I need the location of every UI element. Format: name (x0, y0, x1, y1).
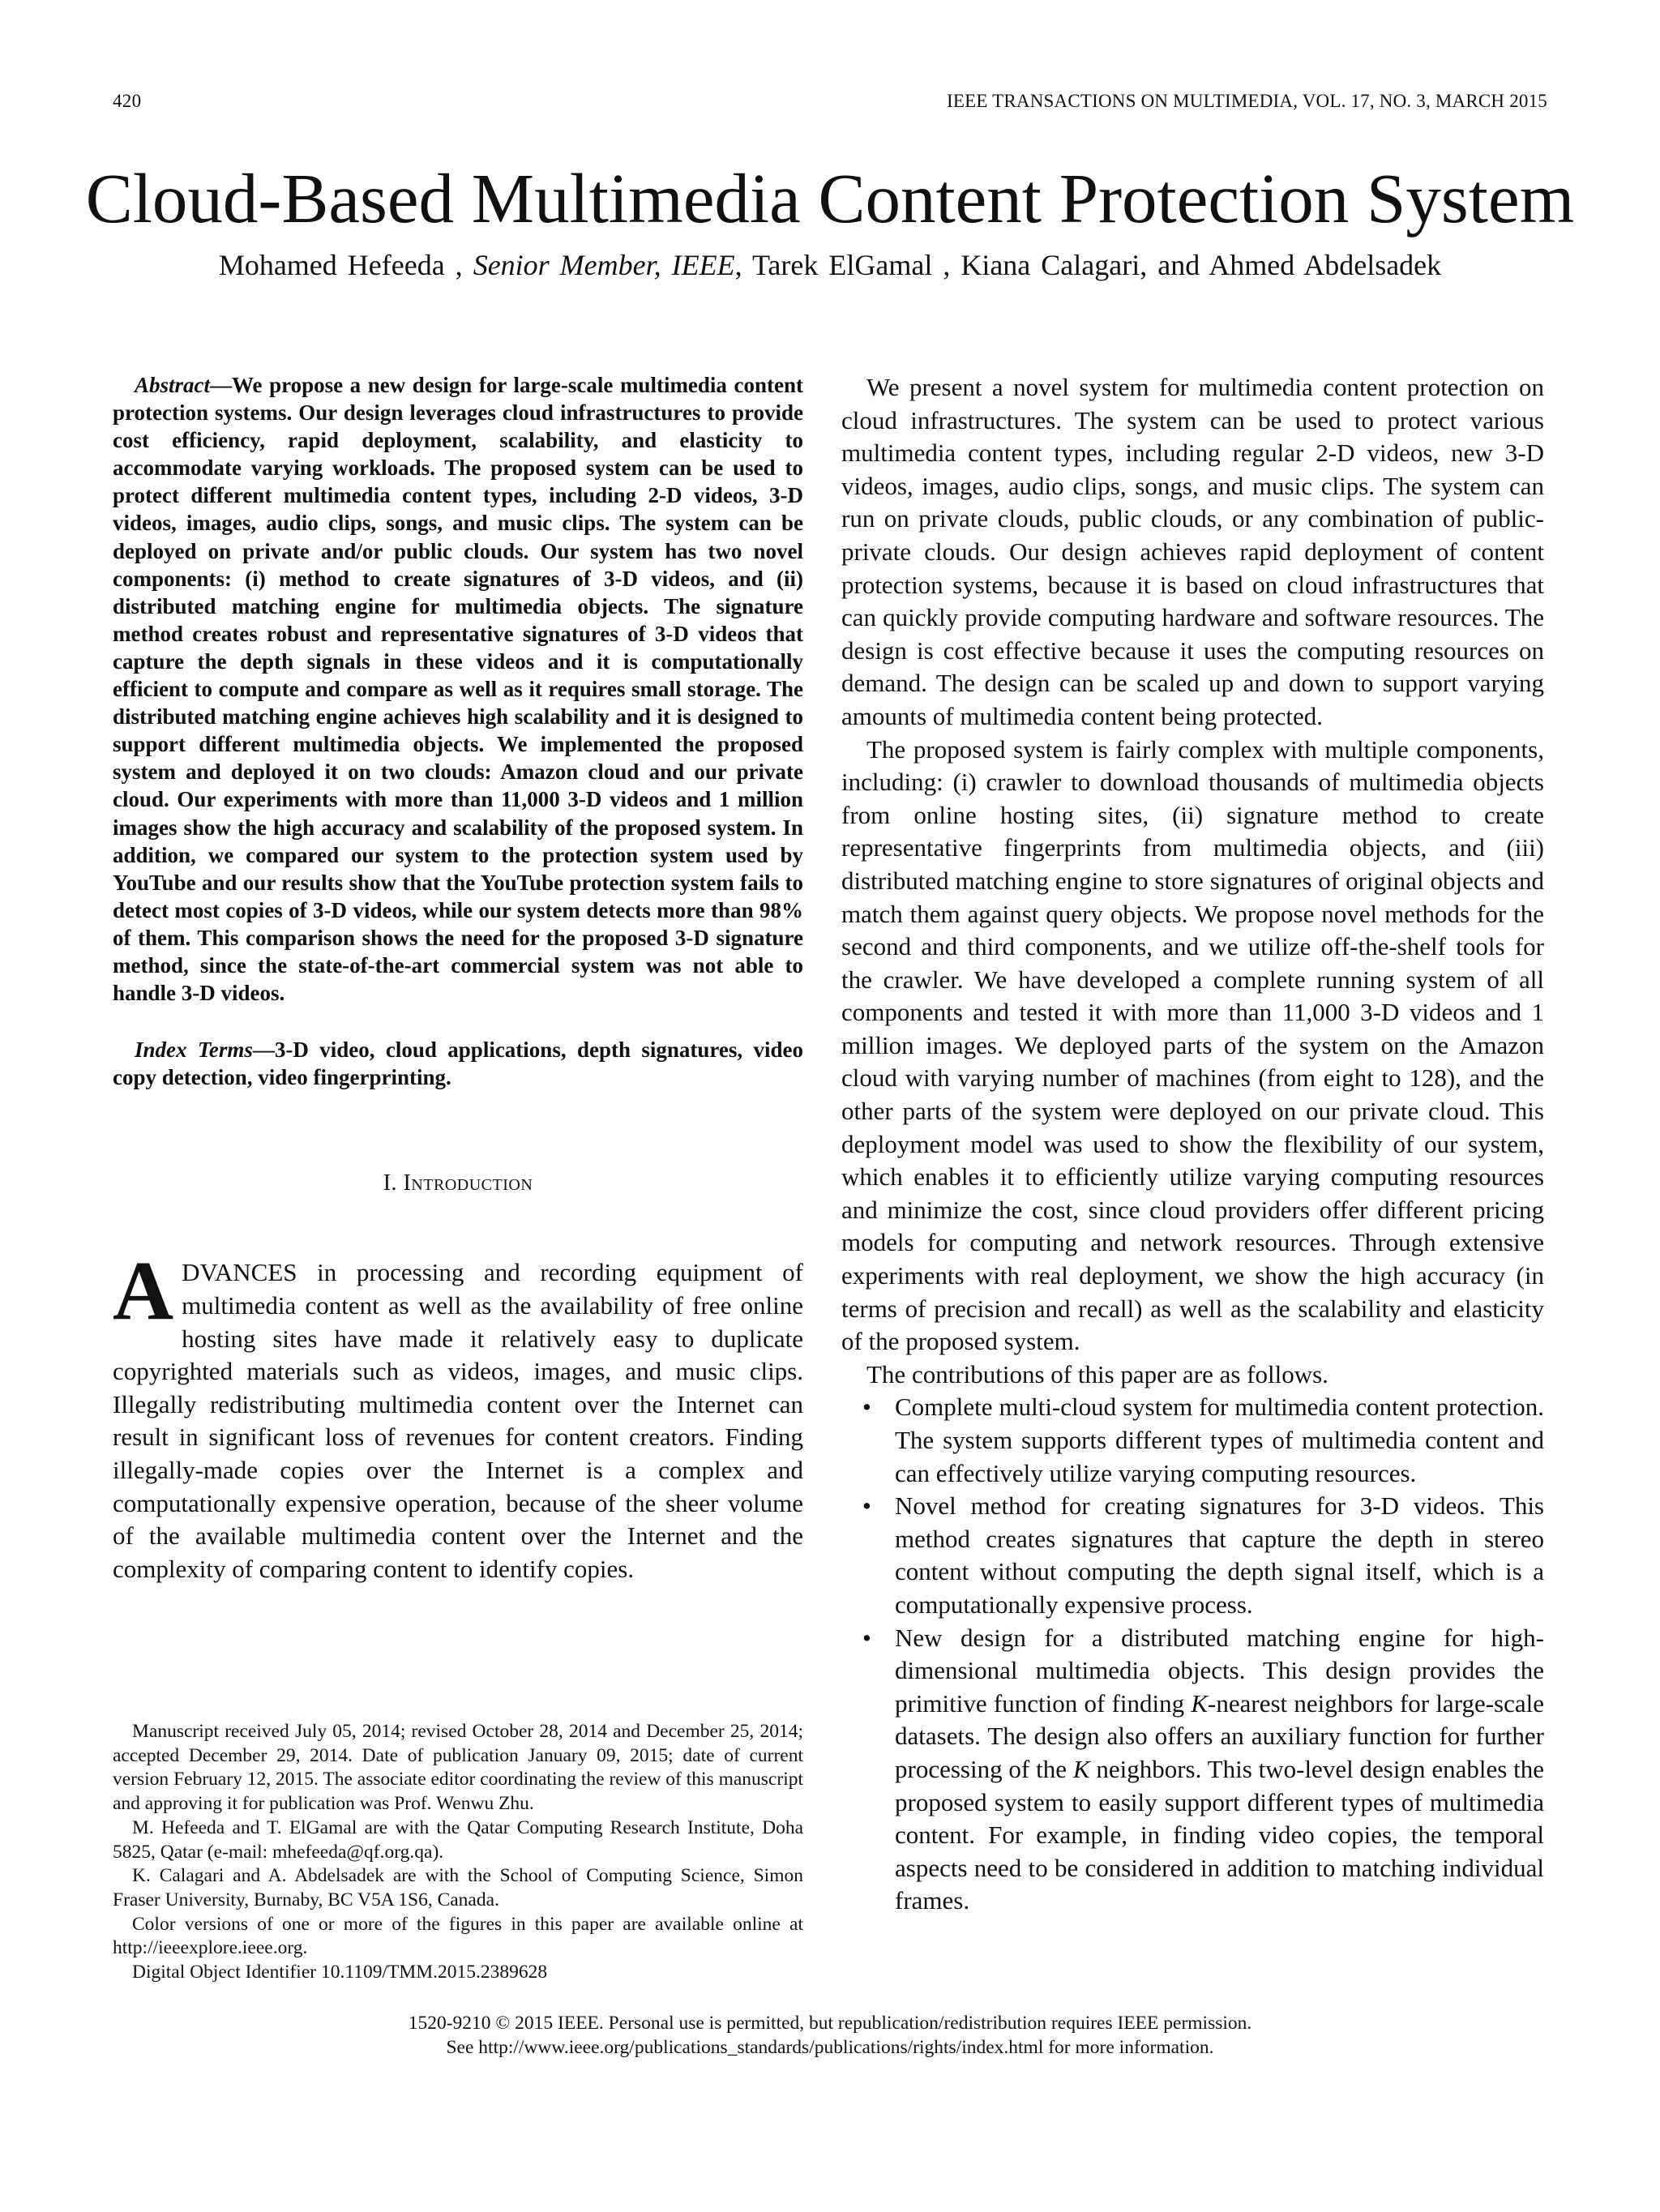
footnotes (113, 1720, 803, 1985)
running-head: IEEE TRANSACTIONS ON MULTIMEDIA, VOL. 17, NO. 3, MARCH 2015 (947, 91, 1547, 111)
bullet-icon: • (862, 1623, 871, 1652)
right-column (841, 371, 1544, 1918)
list-item (841, 1490, 1544, 1621)
footnote-doi: Digital Object Identifier 10.1109/TMM.2015.2389628 (132, 1962, 548, 1983)
index-terms-label: Index Terms (135, 1038, 253, 1063)
author-line (0, 245, 1660, 285)
abstract-text: —We propose a new design for large-scale multimedia content protection systems. Our design leverages cloud infrastructures to provide cost efficiency, rapid deployment, scalability, and elasticity to accommodate varying workloads. The proposed system can be used to protect different multimedia content types, including 2-D videos, 3-D videos, images, audio clips, songs, and music clips. The system can be deployed on private and/or public clouds. Our system has two novel components: (i) method to create signatures of 3-D videos, and (ii) distributed matching engine for multimedia objects. The signature method creates robust and representative signatures of 3-D videos that capture the depth signals in these videos and it is computationally efficient to compute and compare as well as it requires small storage. The distributed matching engine achieves high scalability and it is designed to support different multimedia objects. We implemented the proposed system and deployed it on two clouds: Amazon cloud and our private cloud. Our experiments with more than 11,000 3-D videos and 1 million images show the high accuracy and scalability of the proposed system. In addition, we compared our system to the protection system used by YouTube and our results show that the YouTube protection system fails to detect most copies of 3-D videos, while our system detects more than 98% of them. This comparison shows the need for the proposed 3-D signature method, since the state-of-the-art commercial system was not able to handle 3-D videos. (113, 373, 803, 1006)
list-item-text: Complete multi-cloud system for multimedia content protection. The system supports different types of multimedia content and can effectively utilize varying computing resources. (895, 1393, 1544, 1487)
intro-text: DVANCES in processing and recording equipment of multimedia content as well as the availability of free online hosting sites have made it relatively easy to duplicate copyrighted materials such as videos, images, and music clips. Illegally redistributing multimedia content over the Internet can result in significant loss of revenues for content creators. Finding illegally-made copies over the Internet is a complex and computationally expensive operation, because of the sheer volume of the available multimedia content over the Internet and the complexity of comparing content to identify copies. (113, 1258, 803, 1583)
page-number: 420 (113, 91, 142, 111)
list-item (841, 1391, 1544, 1490)
abstract (113, 371, 803, 1007)
list-item-text: neighbors. This two-level design enables the proposed system to easily support different types of multimedia content. For example, in finding video copies, the temporal aspects need to be considered in addition to matching individual frames. (895, 1754, 1544, 1915)
list-item-text: -nearest neighbors for large-scale datasets. The design also offers an auxiliary function for further processing of the (895, 1688, 1544, 1783)
body-paragraph: The proposed system is fairly complex with multiple components, including: (i) crawler to download thousands of multimedia objects from online hosting sites, (ii) signature method to create representative fingerprints from multimedia objects, and (iii) distributed matching engine to store signatures of original objects and match them against query objects. We propose novel methods for the second and third components, and we utilize off-the-shelf tools for the crawler. We have developed a complete running system of all components and tested it with more than 11,000 3-D videos and 1 million images. We deployed parts of the system on the Amazon cloud with varying number of machines (from eight to 128), and the other parts of the system were deployed on our private cloud. This deployment model was used to show the flexibility of our system, which enables it to efficiently utilize varying computing resources and minimize the cost, since cloud providers offer different pricing models for computing and network resources. Through extensive experiments with real deployment, we show the high accuracy (in terms of precision and recall) as well as the scalability and elasticity of the proposed system. (841, 734, 1544, 1356)
copyright-line: 1520-9210 © 2015 IEEE. Personal use is permitted, but republication/redistribution requires IEEE permission. (408, 2013, 1252, 2034)
section-heading-introduction: I. Introduction (383, 1170, 533, 1196)
footnote-manuscript: Manuscript received July 05, 2014; revised October 28, 2014 and December 25, 2014; accepted December 29, 2014. Date of publication January 09, 2015; date of current version February 12, 2015. The associate editor coordinating the review of this manuscript and approving it for publication was Prof. Wenwu Zhu. (113, 1721, 803, 1815)
math-variable-k: K (1072, 1754, 1090, 1783)
drop-cap: A (113, 1244, 174, 1338)
index-terms-text: —3-D video, cloud applications, depth signatures, video copy detection, video fingerprinting. (113, 1038, 803, 1090)
body-paragraph: We present a novel system for multimedia content protection on cloud infrastructures. The system can be used to protect various multimedia content types, including regular 2-D videos, new 3-D videos, images, audio clips, songs, and music clips. The system can run on private clouds, public clouds, or any combination of public-private clouds. Our design achieves rapid deployment of content protection systems, because it is based on cloud infrastructures that can quickly provide computing hardware and software resources. The design is cost effective because it uses the computing resources on demand. The design can be scaled up and down to support varying amounts of multimedia content being protected. (841, 373, 1544, 730)
paper-title: Cloud-Based Multimedia Content Protection System (85, 159, 1575, 237)
copyright-notice (0, 2011, 1660, 2060)
footnote-affiliation-sfu: K. Calagari and A. Abdelsadek are with the School of Computing Science, Simon Fraser University, Burnaby, BC V5A 1S6, Canada. (113, 1865, 803, 1910)
footnote-color-figures: Color versions of one or more of the figures in this paper are available online at http://ieeexplore.ieee.org. (113, 1913, 803, 1959)
math-variable-k: K (1191, 1688, 1209, 1718)
list-item (841, 1622, 1544, 1918)
footnote-affiliation-qcri: M. Hefeeda and T. ElGamal are with the Qatar Computing Research Institute, Doha 5825, Qatar (e-mail: mhefeeda@qf.org.qa). (113, 1816, 803, 1863)
other-authors: , Tarek ElGamal , Kiana Calagari, and Ahmed Abdelsadek (734, 249, 1442, 281)
contributions-list (841, 1391, 1544, 1918)
left-column (113, 371, 803, 1585)
bullet-icon: • (862, 1393, 871, 1422)
author-1: Mohamed Hefeeda , (218, 249, 463, 281)
bullet-icon: • (862, 1491, 871, 1521)
list-item-text: Novel method for creating signatures for 3-D videos. This method creates signatures that capture the depth in stereo content without computing the depth signal itself, which is a computationally expensive process. (895, 1491, 1544, 1619)
copyright-link-line: See http://www.ieee.org/publications_standards/publications/rights/index.html for more information. (446, 2037, 1214, 2058)
abstract-label: Abstract (135, 373, 211, 397)
index-terms (113, 1036, 803, 1091)
list-item-text: New design for a distributed matching engine for high-dimensional multimedia objects. This design provides the primitive function of finding (895, 1623, 1544, 1718)
body-paragraph: The contributions of this paper are as follows. (866, 1359, 1328, 1388)
intro-paragraph (113, 1244, 803, 1585)
author-1-affiliation: Senior Member, IEEE (473, 249, 735, 281)
